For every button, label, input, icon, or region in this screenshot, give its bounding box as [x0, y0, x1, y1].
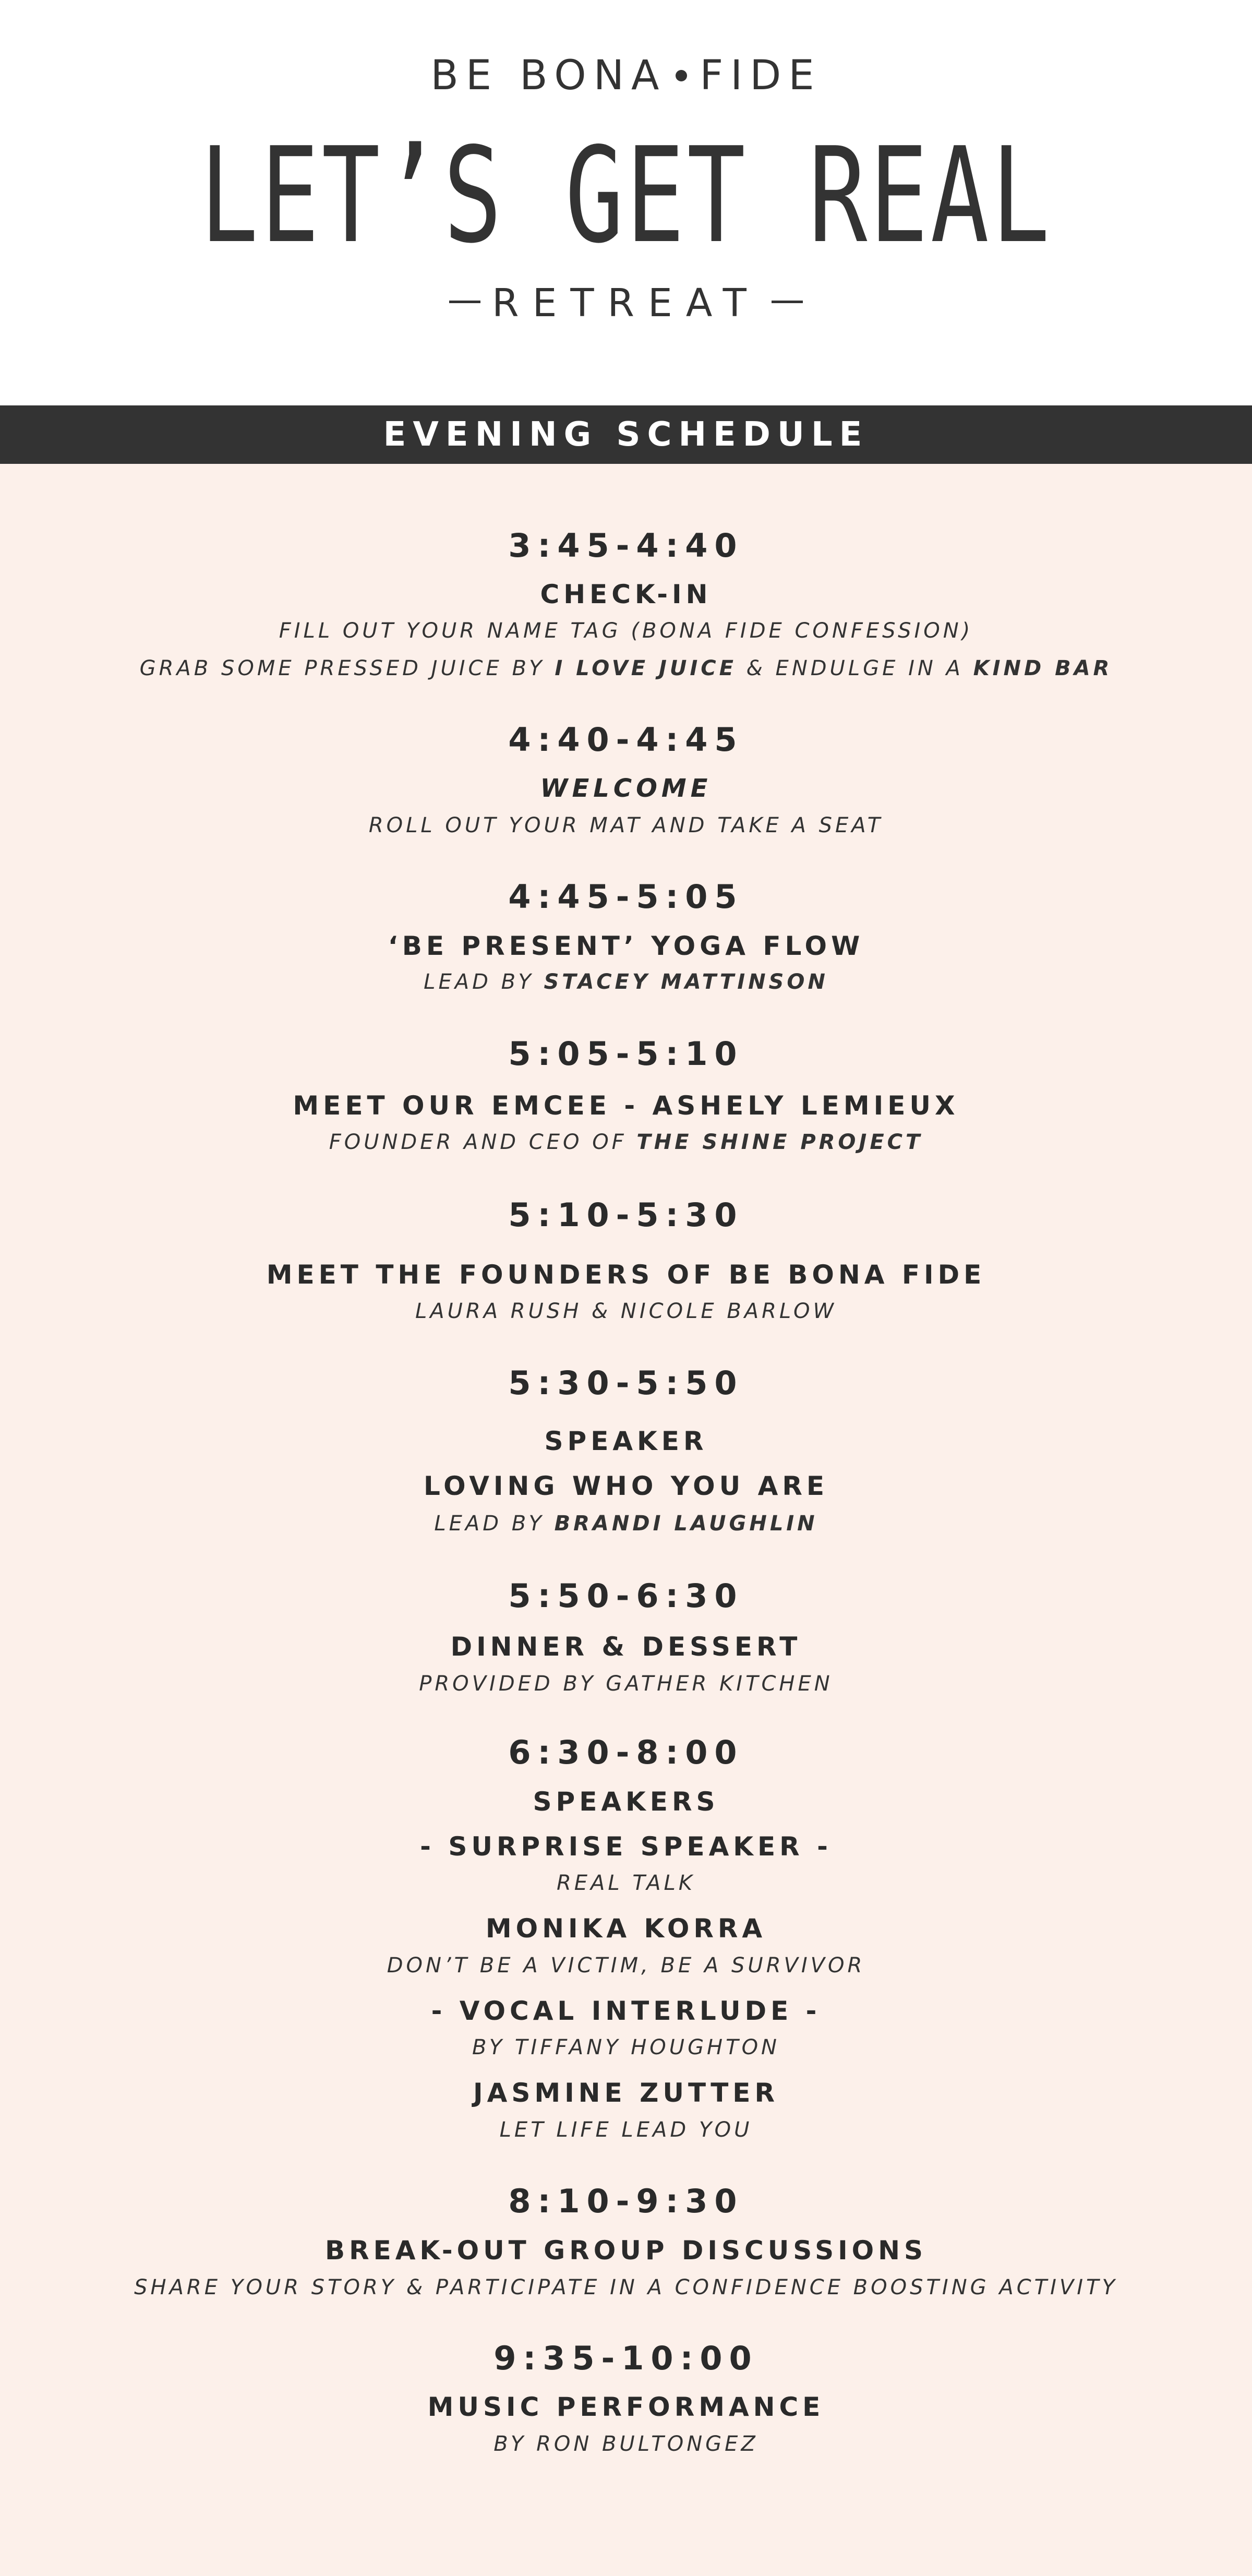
- event-desc: [0, 970, 1252, 994]
- time-slot: 6:30-8:00: [508, 1733, 744, 1771]
- speaker-talk: DON’T BE A VICTIM, BE A SURVIVOR: [387, 1954, 865, 1978]
- event-title: MEET OUR EMCEE - ASHELY LEMIEUX: [293, 1091, 959, 1121]
- desc-text: LEAD BY: [434, 1512, 555, 1536]
- desc-text: FOUNDER AND CEO OF: [329, 1130, 637, 1154]
- speaker-name: - VOCAL INTERLUDE -: [431, 1996, 821, 2026]
- brand-line: [0, 52, 1252, 99]
- desc-bold: STACEY MATTINSON: [544, 970, 828, 994]
- time-slot: 9:35-10:00: [493, 2339, 759, 2377]
- schedule-content: [0, 464, 1252, 2576]
- main-title: LET’S GET REAL: [200, 119, 1052, 272]
- event-desc: FILL OUT YOUR NAME TAG (BONA FIDE CONFESSION): [279, 619, 973, 643]
- desc-text: & ENDULGE IN A: [736, 656, 973, 680]
- subtitle-line: [0, 281, 1252, 326]
- event-title: SPEAKERS: [533, 1787, 719, 1817]
- time-slot: 5:05-5:10: [508, 1035, 744, 1073]
- event-subtitle: LOVING WHO YOU ARE: [423, 1471, 829, 1501]
- desc-bold: KIND BAR: [973, 656, 1113, 680]
- event-title: WELCOME: [540, 774, 712, 803]
- speaker-name: JASMINE ZUTTER: [473, 2078, 779, 2108]
- event-desc: [0, 1512, 1252, 1536]
- time-slot: 5:10-5:30: [508, 1196, 744, 1234]
- time-slot: 5:50-6:30: [508, 1577, 744, 1615]
- time-slot: 8:10-9:30: [508, 2182, 744, 2220]
- event-title: DINNER & DESSERT: [450, 1632, 802, 1662]
- brand-bona: BONA: [520, 52, 667, 99]
- event-title: ‘BE PRESENT’ YOGA FLOW: [388, 931, 864, 961]
- brand-be: BE: [430, 52, 499, 99]
- event-desc: [0, 1130, 1252, 1154]
- dash-rule-left: [449, 301, 480, 303]
- brand-fide: FIDE: [700, 52, 822, 99]
- desc-text: GRAB SOME PRESSED JUICE BY: [139, 656, 555, 680]
- event-title: BREAK-OUT GROUP DISCUSSIONS: [324, 2235, 928, 2266]
- event-title: MEET THE FOUNDERS OF BE BONA FIDE: [266, 1260, 986, 1290]
- event-title: MUSIC PERFORMANCE: [427, 2392, 825, 2422]
- desc-text: LEAD BY: [424, 970, 544, 994]
- desc-bold: BRANDI LAUGHLIN: [554, 1512, 818, 1536]
- desc-bold: I LOVE JUICE: [555, 656, 737, 680]
- header: [0, 0, 1252, 405]
- event-desc: LAURA RUSH & NICOLE BARLOW: [415, 1299, 837, 1323]
- dash-rule-right: [772, 301, 803, 303]
- event-desc: ROLL OUT YOUR MAT AND TAKE A SEAT: [368, 813, 884, 837]
- speaker-talk: LET LIFE LEAD YOU: [499, 2118, 753, 2142]
- event-desc: BY RON BULTONGEZ: [493, 2432, 759, 2456]
- event-desc: PROVIDED BY GATHER KITCHEN: [419, 1672, 833, 1696]
- subtitle: RETREAT: [492, 281, 760, 326]
- bullet-dot-icon: [676, 70, 687, 81]
- speaker-name: - SURPRISE SPEAKER -: [420, 1831, 832, 1862]
- time-slot: 4:45-5:05: [508, 878, 744, 916]
- speaker-talk: REAL TALK: [556, 1871, 696, 1895]
- time-slot: 5:30-5:50: [508, 1364, 744, 1402]
- event-desc: [0, 656, 1252, 680]
- speaker-talk: BY TIFFANY HOUGHTON: [472, 2035, 780, 2059]
- section-title-bar: EVENING SCHEDULE: [0, 405, 1252, 464]
- event-title: CHECK-IN: [540, 579, 712, 609]
- event-desc: SHARE YOUR STORY & PARTICIPATE IN A CONFIDENCE BOOSTING ACTIVITY: [134, 2275, 1118, 2299]
- speaker-name: MONIKA KORRA: [485, 1913, 767, 1944]
- time-slot: 4:40-4:45: [508, 721, 744, 759]
- time-slot: 3:45-4:40: [508, 526, 744, 565]
- event-title: SPEAKER: [544, 1426, 708, 1456]
- desc-bold: THE SHINE PROJECT: [636, 1130, 923, 1154]
